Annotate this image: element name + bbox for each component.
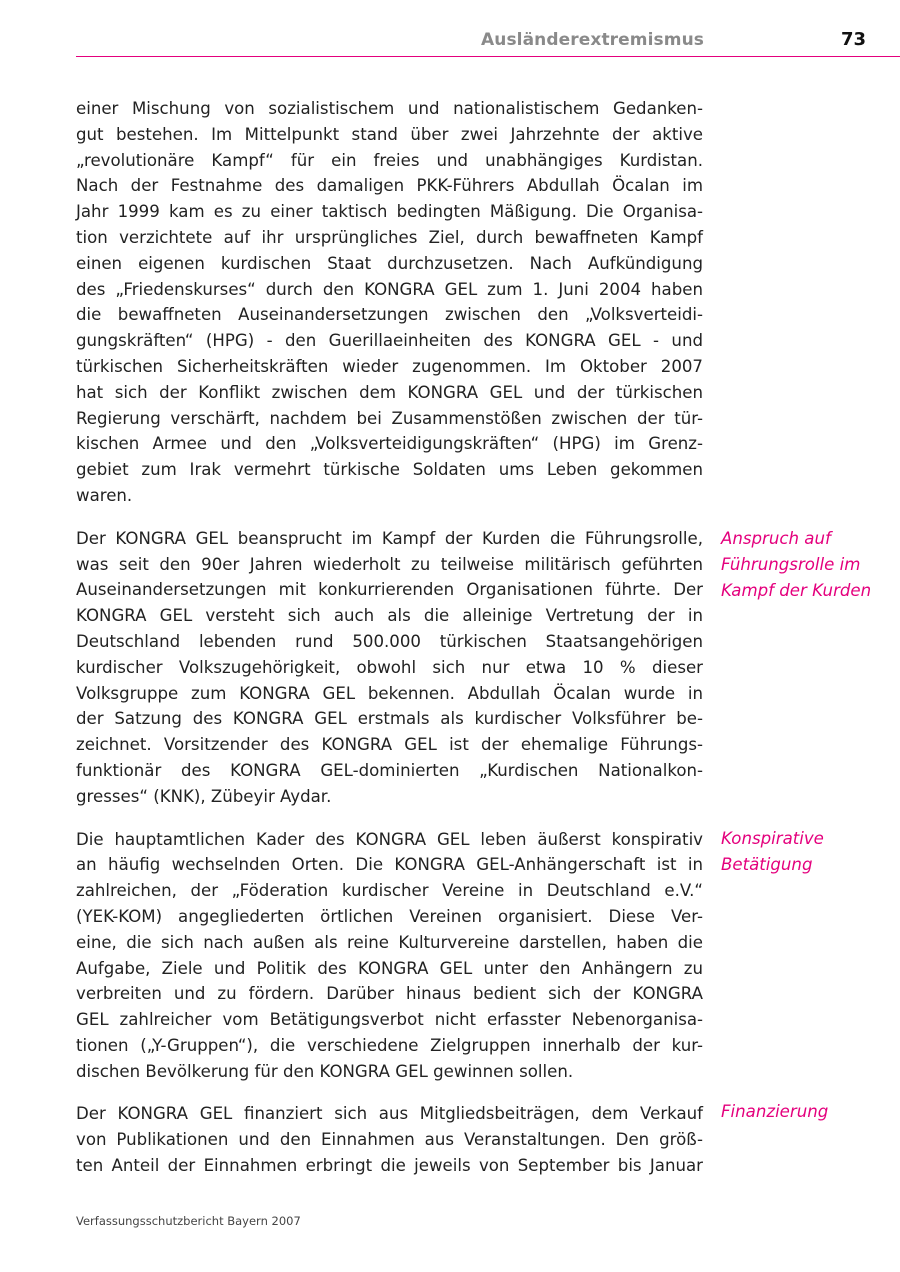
page-header [76,28,900,57]
text-line: Aufgabe, Ziele und Politik des KONGRA GEL unter den Anhängern zu [76,958,703,978]
text-line: tion verzichtete auf ihr ursprüngliches Ziel, durch bewaffneten Kampf [76,227,703,247]
text-line: was seit den 90er Jahren wiederholt zu teilweise militärisch geführten [76,554,703,574]
text-line: (YEK-KOM) angegliederten örtlichen Vereinen organisiert. Diese Ver- [76,906,703,926]
text-line: waren. [76,485,133,505]
text-line: funktionär des KONGRA GEL-dominierten „Kurdischen Nationalkon- [76,760,703,780]
text-line: die bewaffneten Auseinandersetzungen zwischen den „Volksverteidi- [76,305,703,325]
text-line: türkischen Sicherheitskräften wieder zugenommen. Im Oktober 2007 [76,356,703,376]
text-line: einer Mischung von sozialistischem und nationalistischem Gedanken- [76,99,703,118]
page-footer: Verfassungsschutzbericht Bayern 2007 [76,1214,301,1228]
text-line: von Publikationen und den Einnahmen aus Veranstaltungen. Den größ- [76,1130,703,1150]
margin-note-line: Finanzierung [721,1102,829,1121]
text-line: ten Anteil der Einnahmen erbringt die jeweils von September bis Januar [76,1156,703,1176]
text-line: Der KONGRA GEL beansprucht im Kampf der Kurden die Führungsrolle, [76,528,703,548]
text-line: Volksgruppe zum KONGRA GEL bekennen. Abdullah Öcalan wurde in [76,683,703,703]
paragraph [76,1101,703,1178]
paragraph [76,827,703,1085]
text-line: Deutschland lebenden rund 500.000 türkischen Staatsangehörigen [76,631,703,651]
text-line: verbreiten und zu fördern. Darüber hinaus bedient sich der KONGRA [76,984,703,1004]
text-line: Nach der Festnahme des damaligen PKK-Führers Abdullah Öcalan im [76,176,703,196]
text-line: dischen Bevölkerung für den KONGRA GEL gewinnen sollen. [76,1061,574,1081]
text-line: kischen Armee und den „Volksverteidigungskräften“ (HPG) im Grenz- [76,434,703,454]
main-text-column [76,96,703,1196]
text-line: hat sich der Konflikt zwischen dem KONGRA GEL und der türkischen [76,382,703,402]
text-line: zahlreichen, der „Föderation kurdischer Vereine in Deutschland e.V.“ [76,881,703,901]
text-line: kurdischer Volkszugehörigkeit, obwohl sich nur etwa 10 % dieser [76,657,703,677]
margin-note-line: Betätigung [721,854,813,874]
text-line: Regierung verschärft, nachdem bei Zusammenstößen zwischen der tür- [76,408,703,428]
text-line: an häufig wechselnden Orten. Die KONGRA GEL-Anhängerschaft ist in [76,855,703,875]
margin-note-line: Anspruch auf [721,529,831,548]
text-line: „revolutionäre Kampf“ für ein freies und unabhängiges Kurdistan. [76,150,703,170]
margin-note [721,826,891,878]
text-line: gut bestehen. Im Mittelpunkt stand über zwei Jahrzehnte der aktive [76,124,703,144]
paragraph [76,526,703,810]
text-line: Auseinandersetzungen mit konkurrierenden Organisationen führte. Der [76,580,703,600]
margin-note [721,526,891,603]
paragraph [76,96,703,509]
text-line: der Satzung des KONGRA GEL erstmals als kurdischer Volksführer be- [76,709,703,729]
text-line: gebiet zum Irak vermehrt türkische Soldaten ums Leben gekommen [76,460,703,480]
margin-note [721,1099,891,1125]
text-line: eine, die sich nach außen als reine Kulturvereine darstellen, haben die [76,932,703,952]
text-line: einen eigenen kurdischen Staat durchzusetzen. Nach Aufkündigung [76,253,703,273]
text-line: Jahr 1999 kam es zu einer taktisch bedingten Mäßigung. Die Organisa- [76,202,703,222]
text-line: des „Friedenskurses“ durch den KONGRA GEL zum 1. Juni 2004 haben [76,279,703,299]
text-line: GEL zahlreicher vom Betätigungsverbot nicht erfasster Nebenorganisa- [76,1010,703,1030]
text-line: KONGRA GEL versteht sich auch als die alleinige Vertretung der in [76,606,703,626]
margin-note-line: Konspirative [721,829,824,848]
text-line: tionen („Y-Gruppen“), die verschiedene Zielgruppen innerhalb der kur- [76,1035,703,1055]
text-line: gungskräften“ (HPG) - den Guerillaeinheiten des KONGRA GEL - und [76,331,703,351]
text-line: Der KONGRA GEL finanziert sich aus Mitgliedsbeiträgen, dem Verkauf [76,1104,703,1124]
text-line: Die hauptamtlichen Kader des KONGRA GEL leben äußerst konspirativ [76,829,703,849]
text-line: zeichnet. Vorsitzender des KONGRA GEL ist der ehemalige Führungs- [76,735,703,755]
margin-note-line: Kampf der Kurden [721,580,872,600]
page-number: 73 [840,29,866,50]
margin-note-line: Führungsrolle im [721,554,861,574]
section-title: Ausländerextremismus [481,30,704,50]
text-line: gresses“ (KNK), Zübeyir Aydar. [76,786,332,806]
